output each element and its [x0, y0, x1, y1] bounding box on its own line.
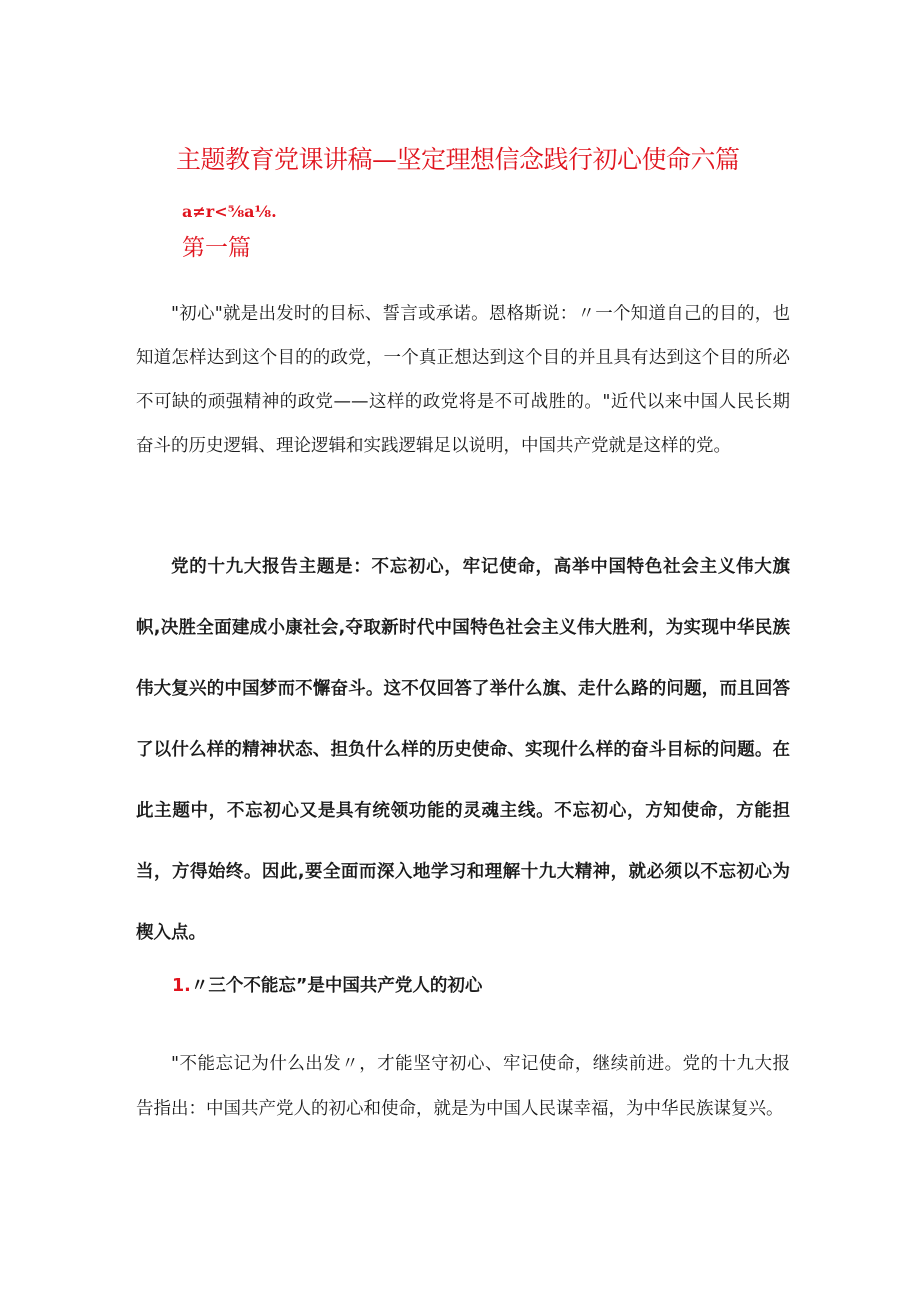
- section-title: 〃三个不能忘”是中国共产党人的初心: [190, 976, 483, 996]
- garbled-subtitle: a≠r<⅝a⅛.: [182, 202, 277, 221]
- chapter-heading: 第一篇: [182, 235, 251, 261]
- document-title: 主题教育党课讲稿—坚定理想信念践行初心使命六篇: [176, 145, 740, 174]
- section-heading: [172, 968, 482, 1004]
- section-number: 1.: [172, 976, 191, 996]
- paragraph-intro: "初心"就是出发时的目标、誓言或承诺。恩格斯说：〃一个知道自己的目的，也知道怎样达到这个目的的政党，一个真正想达到这个目的并且具有达到这个目的所必不可缺的顽强精神的政党——这样的政党将是不可战胜的。"近代以来中国人民长期奋斗的历史逻辑、理论逻辑和实践逻辑足以说明，中国共产党就是这样的党。: [136, 304, 790, 456]
- paragraph-theme: 党的十九大报告主题是：不忘初心，牢记使命，高举中国特色社会主义伟大旗帜,决胜全面建成小康社会,夺取新时代中国特色社会主义伟大胜利，为实现中华民族伟大复兴的中国梦而不懈奋斗。这不仅回答了举什么旗、走什么路的问题，而且回答了以什么样的精神状态、担负什么样的历史使命、实现什么样的奋斗目标的问题。在此主题中，不忘初心又是具有统领功能的灵魂主线。不忘初心，方知使命，方能担当，方得始终。因此,要全面而深入地学习和理解十九大精神，就必须以不忘初心为楔入点。: [136, 557, 790, 943]
- paragraph-section-1: "不能忘记为什么出发〃，才能坚守初心、牢记使命，继续前进。党的十九大报告指出：中国共产党人的初心和使命，就是为中国人民谋幸福，为中华民族谋复兴。: [136, 1054, 790, 1119]
